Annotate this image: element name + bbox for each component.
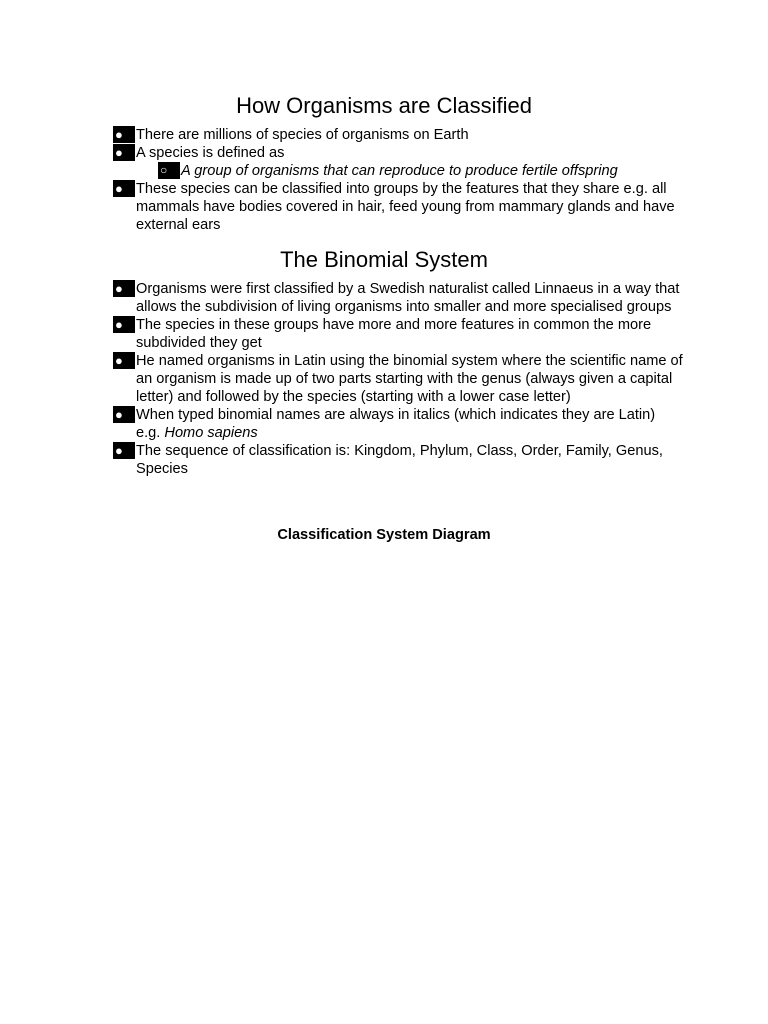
list-item bbox=[113, 316, 683, 352]
list-item-text: Organisms were first classified by a Swedish naturalist called Linnaeus in a way that allows the subdivision of living organisms into smaller and more specialised groups bbox=[136, 281, 680, 315]
bullet-icon: ● bbox=[113, 126, 135, 143]
list-item bbox=[113, 126, 683, 144]
sub-list-item bbox=[113, 162, 683, 180]
list-item bbox=[113, 352, 683, 406]
list-item-text: The species in these groups have more and more features in common the more subdivided they get bbox=[136, 317, 652, 351]
bullet-icon: ● bbox=[113, 280, 135, 297]
bullet-icon: ● bbox=[113, 442, 135, 459]
classification-bullet-list bbox=[113, 126, 683, 234]
species-definition: A group of organisms that can reproduce to produce fertile offspring bbox=[181, 163, 618, 179]
list-item bbox=[113, 406, 683, 442]
list-item-text: These species can be classified into groups by the features that they share e.g. all mammals have bodies covered in hair, feed young from mammary glands and have external ears bbox=[136, 181, 675, 233]
list-item-text: The sequence of classification is: Kingdom, Phylum, Class, Order, Family, Genus, Species bbox=[136, 443, 663, 477]
binomial-bullet-list bbox=[113, 280, 683, 478]
page-title: How Organisms are Classified bbox=[236, 93, 532, 118]
list-item bbox=[113, 180, 683, 234]
section-heading-binomial-system: The Binomial System bbox=[280, 247, 488, 272]
list-item-text: There are millions of species of organisms on Earth bbox=[136, 127, 469, 143]
sub-bullet-icon: ○ bbox=[158, 162, 180, 179]
list-item-text: When typed binomial names are always in italics (which indicates they are Latin) e.g. bbox=[136, 407, 656, 441]
bullet-icon: ● bbox=[113, 352, 135, 369]
binomial-example: Homo sapiens bbox=[164, 425, 258, 441]
list-item-text: A species is defined as bbox=[136, 145, 285, 161]
bullet-icon: ● bbox=[113, 144, 135, 161]
list-item bbox=[113, 144, 683, 162]
list-item bbox=[113, 280, 683, 316]
diagram-caption: Classification System Diagram bbox=[277, 527, 491, 543]
bullet-icon: ● bbox=[113, 180, 135, 197]
list-item bbox=[113, 442, 683, 478]
list-item-text: He named organisms in Latin using the binomial system where the scientific name of an organism is made up of two parts starting with the genus (always given a capital letter) and followed by the species (starting with a lower case letter) bbox=[136, 353, 683, 405]
bullet-icon: ● bbox=[113, 406, 135, 423]
bullet-icon: ● bbox=[113, 316, 135, 333]
